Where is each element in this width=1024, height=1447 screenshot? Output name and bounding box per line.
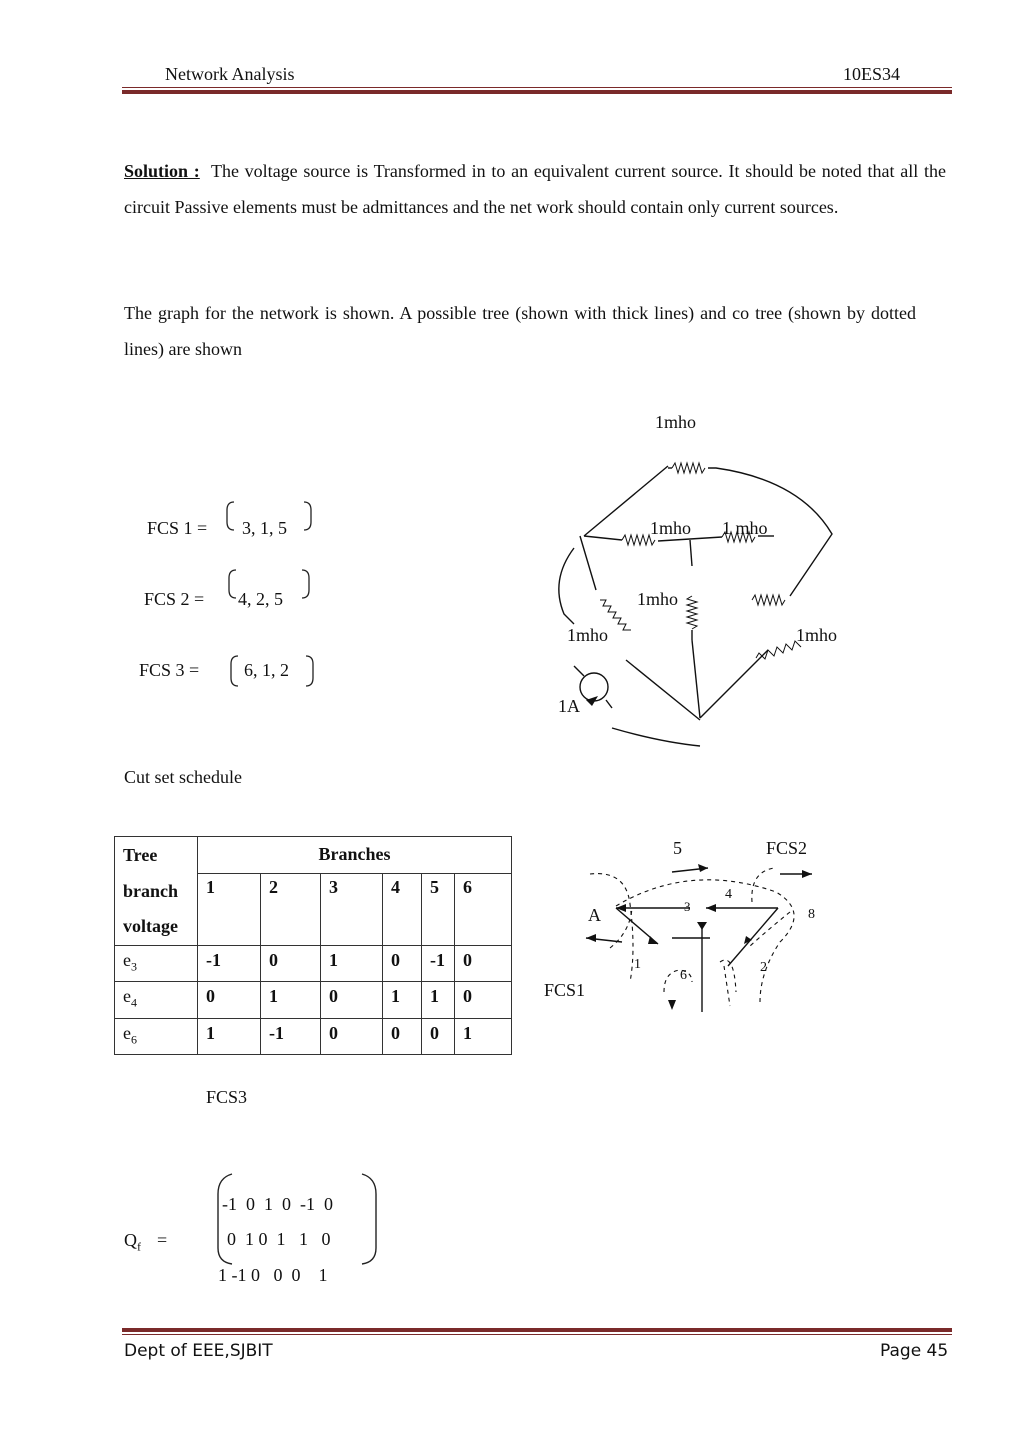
qf-equals: = [157, 1230, 168, 1250]
table-cell: 0 [455, 981, 512, 1018]
table-row [115, 945, 512, 981]
fcs1-label: FCS 1 = [147, 518, 208, 538]
circuit-label-right: 1mho [796, 625, 838, 645]
graph2-edge-6: 6 [680, 968, 687, 983]
solution-paragraph [124, 154, 946, 225]
header-rule-thin [122, 87, 952, 88]
table-cell: 0 [321, 981, 383, 1018]
qf-brackets [210, 1168, 390, 1268]
header-code: 10ES34 [843, 64, 901, 84]
graph2-edge-8: 8 [808, 907, 815, 922]
table-branch-number: 4 [383, 873, 422, 945]
table-cell: -1 [198, 945, 261, 981]
table-cell: 0 [383, 1018, 422, 1054]
solution-label: Solution : [124, 161, 200, 181]
circuit-label-center: 1mho [637, 589, 679, 609]
table-branch-number: 1 [198, 873, 261, 945]
graph2-label-fcs2: FCS2 [766, 838, 808, 858]
table-cell: 0 [455, 945, 512, 981]
header-rule-thick [122, 90, 952, 94]
table-branch-number: 3 [321, 873, 383, 945]
qf-row-2: 0 1 0 1 1 0 [227, 1229, 331, 1249]
solution-text: The voltage source is Transformed in to an equivalent current source. It should be noted that all the circuit Passive elements must be admittances and the net work should contain only current sources. [124, 161, 946, 217]
circuit-label-mid-right: 1 mho [722, 518, 768, 538]
table-branch-number: 2 [261, 873, 321, 945]
table-cell: 1 [383, 981, 422, 1018]
graph2-label-5: 5 [673, 838, 682, 858]
qf-row-1: -1 0 1 0 -1 0 [222, 1194, 333, 1214]
table-cell: -1 [422, 945, 455, 981]
circuit-wires [540, 400, 860, 760]
circuit-label-mid-left: 1mho [650, 518, 692, 538]
table-cell: 1 [198, 1018, 261, 1054]
table-branch-number: 5 [422, 873, 455, 945]
table-cell: 0 [261, 945, 321, 981]
table-cell: 0 [198, 981, 261, 1018]
table-cell: 1 [422, 981, 455, 1018]
graph2-edge-1: 1 [634, 957, 641, 972]
header-title: Network Analysis [165, 64, 295, 84]
table-row [115, 1018, 512, 1054]
table-row-label: $e_6$ [115, 1018, 198, 1054]
graph2-node-a: A [588, 905, 601, 925]
table-cell: 0 [422, 1018, 455, 1054]
table-branch-number: 6 [455, 873, 512, 945]
table-row-label: $e_3$ [115, 945, 198, 981]
table-cell: 0 [383, 945, 422, 981]
graph2-label-fcs1: FCS1 [544, 980, 586, 1000]
fcs3-caption: FCS3 [206, 1087, 248, 1107]
footer-page-number: Page 45 [880, 1341, 949, 1361]
fcs3-label: FCS 3 = [139, 660, 200, 680]
qf-row-3: 1 -1 0 0 0 1 [218, 1265, 328, 1285]
cutset-title: Cut set schedule [124, 767, 242, 787]
cutset-table [114, 836, 512, 1055]
table-row [115, 981, 512, 1018]
table-cell: 1 [321, 945, 383, 981]
table-header-branches: Branches [198, 837, 512, 874]
graph2-edge-3: 3 [684, 899, 691, 914]
fcs1-value: 3, 1, 5 [242, 518, 287, 538]
table-cell: 1 [455, 1018, 512, 1054]
table-row-label: $e_4$ [115, 981, 198, 1018]
circuit-label-left: 1mho [567, 625, 609, 645]
circuit-label-source: 1A [558, 696, 580, 716]
table-cell: -1 [261, 1018, 321, 1054]
graph2-edge-2: 2 [760, 960, 767, 975]
table-header-tree-branch-voltage: Tree branch voltage [115, 837, 198, 946]
fcs-braces [220, 496, 320, 696]
graph2-edge-4: 4 [725, 887, 732, 902]
table-cell: 1 [261, 981, 321, 1018]
footer-rule-thin [122, 1334, 952, 1335]
circuit-diagram [540, 400, 860, 760]
fcs3-value: 6, 1, 2 [244, 660, 289, 680]
graph-paragraph: The graph for the network is shown. A possible tree (shown with thick lines) and co tree (shown by dotted lines) are shown [124, 303, 916, 359]
circuit-label-top: 1mho [655, 412, 697, 432]
footer-rule-thick [122, 1328, 952, 1332]
fcs2-label: FCS 2 = [144, 589, 205, 609]
table-cell: 0 [321, 1018, 383, 1054]
cutset-graph [540, 832, 840, 1022]
fcs2-value: 4, 2, 5 [238, 589, 283, 609]
footer-dept: Dept of EEE,SJBIT [124, 1341, 273, 1361]
qf-label: $Q_f$ [124, 1230, 141, 1254]
